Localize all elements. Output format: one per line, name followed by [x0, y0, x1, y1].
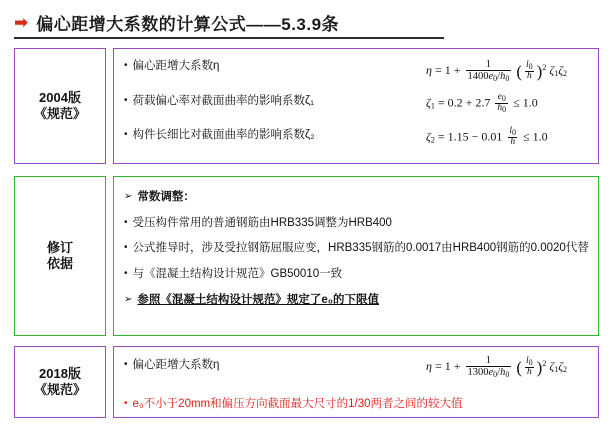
- row-2004-bullet-3: 构件长细比对截面曲率的影响系数ζ₂: [132, 129, 315, 142]
- row-2018-label: [14, 346, 106, 418]
- page-title: [14, 8, 603, 36]
- row-2018-label-line1: 2018版: [39, 365, 81, 381]
- row-2018-label-line2: 《规范》: [33, 382, 86, 397]
- row-basis-bullet-2: 受压构件常用的普通钢筋由HRB335调整为HRB400: [132, 216, 392, 229]
- row-2018-content: [113, 346, 599, 418]
- list-item: [124, 240, 590, 257]
- list-item: [124, 396, 590, 413]
- bullet-triangle-icon: ➢: [124, 191, 133, 202]
- row-basis-label-line1: 修订: [46, 239, 73, 255]
- row-2004: [14, 48, 599, 164]
- title-divider: [14, 37, 444, 39]
- bullet-dot-icon: •: [124, 268, 128, 280]
- row-2018-bullet-2: e₀不小于20mm和偏压方向截面最大尺寸的1/30两者之间的较大值: [132, 397, 463, 410]
- row-basis-content: [113, 176, 599, 336]
- row-2004-label-line1: 2004版: [39, 89, 81, 105]
- bullet-dot-icon: •: [124, 359, 128, 370]
- list-item: [124, 292, 590, 309]
- bullet-dot-icon: •: [124, 60, 128, 71]
- list-item: [124, 189, 590, 206]
- row-basis-bullet-3: 公式推导时，涉及受拉钢筋屈服应变，HRB335钢筋的0.0017由HRB400钢筋的0.0020代替: [132, 242, 589, 255]
- row-2004-bullet-1: 偏心距增大系数η: [132, 60, 220, 72]
- formula-eta-2018: η = 1 + $\frac{1}{1300e_0/h_0}$ ( $\frac{l_0}{h}$ )$^2$ $\zeta_1\zeta_2$: [426, 355, 568, 380]
- bullet-dot-icon: •: [124, 129, 128, 141]
- row-basis: [14, 176, 599, 336]
- row-2018: [14, 346, 599, 418]
- row-basis-label: [14, 176, 106, 336]
- row-basis-bullet-5: 参照《混凝土结构设计规范》规定了e₀的下限值: [137, 293, 379, 306]
- row-2018-bullet-1: 偏心距增大系数η: [132, 359, 220, 371]
- list-item: [124, 266, 590, 283]
- title-arrow-icon: ➡: [14, 12, 29, 32]
- row-2004-content: [113, 48, 599, 164]
- formula-zeta2-2004: $\zeta_2 = 1.15 - 0.01$ $\frac{l_0}{h}$ ≤ 1.0: [426, 126, 548, 148]
- row-2004-bullet-2: 荷载偏心率对截面曲率的影响系数ζ₁: [132, 94, 314, 107]
- bullet-dot-icon: •: [124, 94, 128, 106]
- bullet-triangle-icon: ➢: [124, 293, 133, 305]
- row-2004-label: [14, 48, 106, 164]
- bullet-dot-icon: •: [124, 216, 128, 228]
- bullet-dot-icon: •: [124, 242, 128, 254]
- row-basis-bullet-1: 常数调整：: [137, 191, 195, 203]
- row-basis-label-line2: 依据: [46, 256, 73, 271]
- list-item: [124, 215, 590, 232]
- formula-zeta1-2004: $\zeta_1 = 0.2 + 2.7$ $\frac{e_0}{h_0}$ ≤ 1.0: [426, 92, 538, 115]
- formula-eta-2004: η = 1 + $\frac{1}{1400e_0/h_0}$ ( $\frac{l_0}{h}$ )$^2$ $\zeta_1\zeta_2$: [426, 59, 568, 84]
- row-2004-label-line2: 《规范》: [33, 106, 86, 121]
- bullet-dot-icon: •: [124, 397, 128, 409]
- title-text: 偏心距增大系数的计算公式——5.3.9条: [36, 14, 340, 34]
- row-basis-bullet-4: 与《混凝土结构设计规范》GB50010一致: [132, 268, 343, 281]
